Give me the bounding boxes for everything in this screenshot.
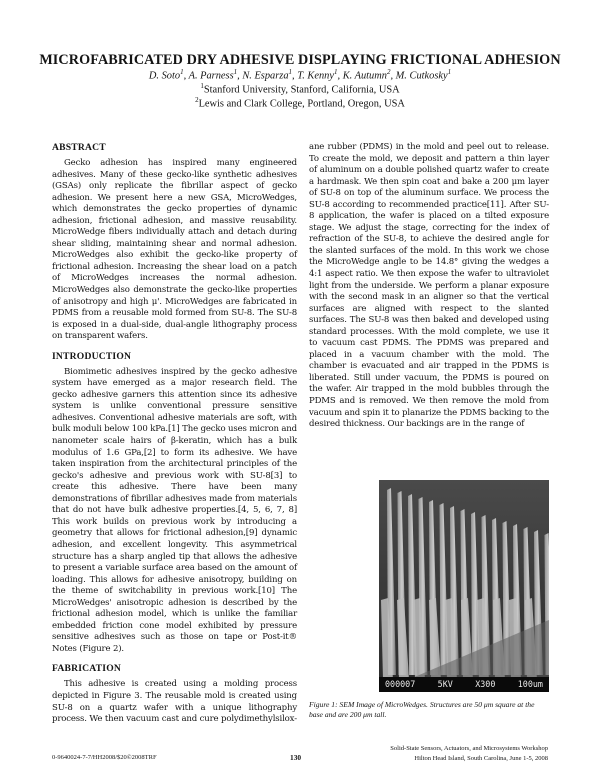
affiliation-2-number: 2: [195, 96, 199, 104]
affiliation-1-number: 1: [200, 82, 204, 90]
fabrication-text-part1: This adhesive is created using a molding process depicted in Figure 3. The reusable mold is created using SU-8 on a quartz wafer with a unique lithography process. We then vacuum cast and cure polydimethylsilox-: [52, 679, 297, 725]
conference-line-2: Hilton Head Island, South Carolina, June 1-5, 2008: [414, 754, 548, 762]
author-name: A. Parness: [188, 70, 234, 82]
page-number: 130: [290, 753, 302, 762]
affiliation-1: [0, 82, 600, 95]
author-name: K. Autumn: [342, 70, 387, 82]
author-name: M. Cutkosky: [395, 70, 448, 82]
footer-isbn: 0-9640024-7-7/HH2008/$20©2008TRF: [52, 754, 157, 761]
abstract-heading: ABSTRACT: [52, 142, 106, 153]
author-affiliation-mark: 1: [180, 68, 184, 76]
affiliation-2-text: Lewis and Clark College, Portland, Oregon, USA: [198, 98, 405, 110]
abstract-text: Gecko adhesion has inspired many engineered adhesives. Many of these gecko-like synthetic adhesives (GSAs) only replicate the fibrillar aspect of gecko adhesion. We present here a new GSA, MicroWedges, which demonstrates the gecko properties of dynamic adhesion, frictional adhesion, and massive reusability. MicroWedge fibers individually attach and detach during shear sliding, maintaining shear and normal adhesion. MicroWedges also exhibit the gecko-like property of frictional adhesion. Increasing the shear load on a patch of MicroWedges increases the normal adhesion. MicroWedges also demonstrate the gecko-like properties of anisotropy and high μ'. MicroWedges are fabricated in PDMS from a reusable mold formed from SU-8. The SU-8 is exposed in a dual-side, dual-angle lithography process on transparent wafers.: [52, 158, 297, 342]
paper-title: MICROFABRICATED DRY ADHESIVE DISPLAYING FRICTIONAL ADHESION: [39, 52, 561, 68]
conference-line-1: Solid-State Sensors, Actuators, and Microsystems Workshop: [390, 745, 548, 752]
introduction-text: Biomimetic adhesives inspired by the gecko adhesive system have emerged as a major research field. The gecko adhesive garners this attention since its adhesive system is unlike conventional pressure sensitive adhesives. Conventional adhesive materials are soft, with bulk moduli below 100 kPa.[1] The gecko uses micron and nanometer scale hairs of β-keratin, which has a bulk modulus of 1.6 GPa,[2] to form its adhesive. We have taken inspiration from the architectural principles of the gecko's adhesive and previous work with SU-8[3] to create this adhesive. There have been many demonstrations of fibrillar adhesives made from materials that do not have bulk adhesive properties.[4, 5, 6, 7, 8] This work builds on previous work by introducing a geometry that allows for frictional adhesion,[9] dynamic adhesion, and excellent longevity. This asymmetrical structure has a sharp angled tip that allows the adhesive to present a variable surface area based on the amount of loading. This allows for adhesive anisotropy, building on the theme of switchability in previous work.[10] The MicroWedges' anisotropic adhesion is described by the frictional adhesion model, which is unlike the familiar embedded friction cone model exhibited by pressure sensitive adhesives such as those on tape or Post-it® Notes (Figure 2).: [52, 366, 297, 654]
author-name: T. Kenny: [297, 70, 334, 82]
author-affiliation-mark: 1: [233, 68, 238, 76]
affiliation-2: [0, 96, 600, 109]
left-column: [52, 142, 297, 726]
affiliation-1-text: Stanford University, Stanford, California, USA: [203, 84, 400, 96]
sem-voltage: 5KV: [437, 679, 453, 689]
author-list: D. Soto$^1$, A. Parness$^1$, N. Esparza$^1$, T. Kenny$^1$, K. Autumn$^2$, M. Cutkosky$^1$: [148, 68, 452, 82]
author-affiliation-mark: 2: [386, 68, 391, 76]
introduction-heading: INTRODUCTION: [52, 350, 132, 362]
sem-image: [379, 480, 549, 692]
right-column: [309, 142, 549, 431]
fabrication-text-part2: ane rubber (PDMS) in the mold and peel out to release. To create the mold, we deposit and pattern a thin layer of aluminum on a double polished quartz wafer to create a hardmask. We then spin coat and bake a 200 μm layer of SU-8 on top of the aluminum surface. We process the SU-8 according to recommended practice[11]. After SU-8 application, the wafer is placed on a tilted exposure stage. We adjust the stage, correcting for the index of refraction of the SU-8, to achieve the desired angle for the slanted surfaces of the mold. In this work we chose the MicroWedge angle to be 14.8° giving the wedges a 4:1 aspect ratio. We then expose the wafer to ultraviolet light from the underside. We perform a planar exposure with the second mask in an aligner so that the vertical surfaces are aligned with respect to the slanted surfaces. The SU-8 was then baked and developed using standard processes. With the mold complete, we use it to vacuum cast PDMS. The PDMS was prepared and placed in a vacuum chamber with the mold. The chamber is evacuated and air trapped in the PDMS is liberated. Still under vacuum, the PDMS is poured on the wafer. Air trapped in the mold bubbles through the PDMS and is removed. We then remove the mold from vacuum and spin it to planarize the PDMS backing to the desired thickness. Our backings are in the range of: [309, 142, 549, 430]
sem-magnification: X300: [475, 679, 496, 689]
sem-scale: 100um: [517, 679, 543, 689]
figure-caption: Figure 1: SEM Image of MicroWedges. Structures are 50 μm square at the base and are 200 μm tall.: [309, 700, 535, 719]
microwedge-illustration: [379, 480, 549, 692]
footer-conference: [390, 744, 548, 763]
sem-image-id: 000007: [385, 679, 416, 689]
fabrication-heading: FABRICATION: [52, 663, 122, 675]
author-affiliation-mark: 1: [447, 68, 452, 76]
author-name: N. Esparza: [242, 70, 289, 82]
author-name: D. Soto: [148, 70, 181, 82]
author-affiliation-mark: 1: [333, 68, 338, 76]
author-affiliation-mark: 1: [288, 68, 293, 76]
sem-scale-bar: [379, 677, 549, 692]
